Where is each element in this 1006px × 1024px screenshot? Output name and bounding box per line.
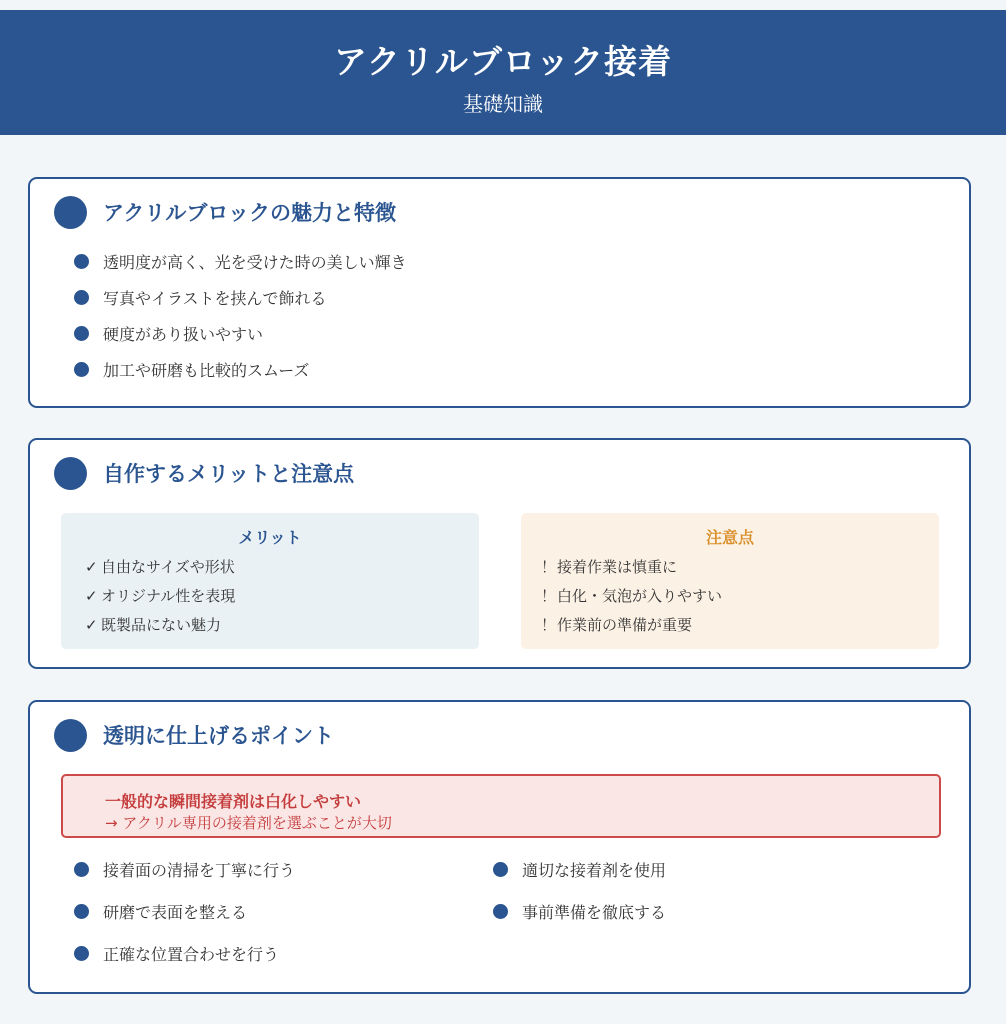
- list-item-text: 作業前の準備が重要: [557, 616, 693, 634]
- caution-list: [541, 553, 722, 640]
- section-title: アクリルブロックの魅力と特徴: [103, 201, 396, 225]
- exclamation-icon: ！: [541, 587, 557, 605]
- list-item: [85, 611, 235, 640]
- warning-text: → アクリル専用の接着剤を選ぶことが大切: [105, 814, 392, 832]
- exclamation-icon: ！: [541, 616, 557, 634]
- list-item: [74, 351, 407, 387]
- section-heading: [54, 456, 354, 490]
- merit-list: [85, 553, 235, 640]
- list-item: [74, 848, 295, 890]
- merits-cautions-card: [28, 438, 971, 669]
- check-icon: ✓: [85, 587, 98, 605]
- bullet-icon: [74, 362, 89, 377]
- section-title: 自作するメリットと注意点: [103, 462, 355, 486]
- check-icon: ✓: [85, 558, 98, 576]
- features-card: [28, 177, 971, 408]
- merit-title: メリット: [238, 528, 302, 547]
- section-bullet-icon: [54, 457, 87, 490]
- bullet-icon: [74, 326, 89, 341]
- section-bullet-icon: [54, 196, 87, 229]
- list-item-text: 硬度があり扱いやすい: [103, 324, 264, 344]
- list-item-text: 接着面の清掃を丁寧に行う: [103, 860, 296, 880]
- bullet-icon: [74, 862, 89, 877]
- points-list-right: [493, 848, 666, 932]
- list-item-text: オリジナル性を表現: [101, 587, 236, 605]
- bullet-icon: [493, 862, 508, 877]
- list-item: [493, 890, 666, 932]
- list-item: [541, 553, 722, 582]
- list-item: [74, 315, 407, 351]
- warning-heading: 一般的な瞬間接着剤は白化しやすい: [105, 792, 362, 811]
- page-title: アクリルブロック接着: [333, 42, 673, 81]
- bullet-icon: [74, 254, 89, 269]
- list-item: [74, 890, 295, 932]
- bullet-icon: [74, 290, 89, 305]
- features-list: [74, 243, 407, 387]
- merit-box: [61, 513, 479, 649]
- section-heading: [54, 195, 396, 229]
- points-list-left: [74, 848, 295, 974]
- list-item-text: 正確な位置合わせを行う: [103, 944, 280, 964]
- page-subtitle: 基礎知識: [463, 92, 543, 116]
- list-item-text: 白化・気泡が入りやすい: [557, 587, 723, 605]
- list-item-text: 接着作業は慎重に: [557, 558, 678, 576]
- list-item: [493, 848, 666, 890]
- list-item-text: 研磨で表面を整える: [103, 902, 248, 922]
- page-header: [0, 10, 1006, 135]
- list-item-text: 透明度が高く、光を受けた時の美しい輝き: [103, 252, 407, 272]
- list-item-text: 適切な接着剤を使用: [522, 860, 667, 880]
- list-item: [74, 243, 407, 279]
- bullet-icon: [493, 904, 508, 919]
- caution-box: [521, 513, 939, 649]
- list-item: [85, 582, 235, 611]
- section-bullet-icon: [54, 719, 87, 752]
- list-item-text: 自由なサイズや形状: [101, 558, 235, 576]
- list-item-text: 写真やイラストを挟んで飾れる: [103, 288, 327, 308]
- bullet-icon: [74, 946, 89, 961]
- list-item: [74, 932, 295, 974]
- transparency-tips-card: [28, 700, 971, 994]
- bullet-icon: [74, 904, 89, 919]
- list-item-text: 既製品にない魅力: [101, 616, 222, 634]
- section-heading: [54, 718, 334, 752]
- list-item-text: 加工や研磨も比較的スムーズ: [103, 360, 310, 380]
- warning-box: [61, 774, 941, 838]
- list-item: [74, 279, 407, 315]
- check-icon: ✓: [85, 616, 98, 634]
- list-item: [541, 611, 722, 640]
- exclamation-icon: ！: [541, 558, 557, 576]
- section-title: 透明に仕上げるポイント: [103, 724, 334, 748]
- caution-title: 注意点: [705, 528, 754, 547]
- list-item-text: 事前準備を徹底する: [522, 902, 667, 922]
- list-item: [541, 582, 722, 611]
- list-item: [85, 553, 235, 582]
